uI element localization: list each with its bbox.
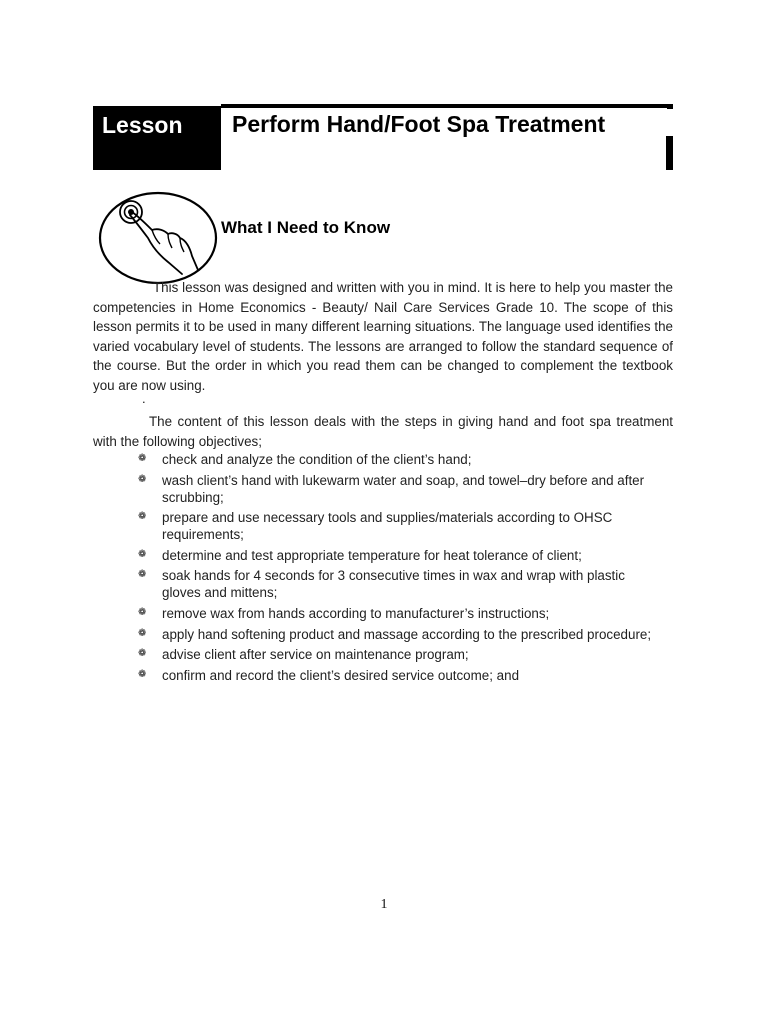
list-item-text: confirm and record the client’s desired service outcome; and [162,667,520,683]
list-item-text: check and analyze the condition of the client’s hand; [162,452,472,467]
page-title: Perform Hand/Foot Spa Treatment [232,111,606,137]
lesson-label: Lesson [102,112,183,138]
list-item-text: wash client’s hand with lukewarm water and soap, and towel–dry before and after scrubbing; [162,472,645,505]
flower-bullet-icon: ❁ [138,548,147,560]
list-item-text: determine and test appropriate temperature for heat tolerance of client; [162,547,582,563]
list-item [137,567,657,601]
list-item [137,547,657,564]
flower-bullet-icon: ❁ [138,648,147,660]
list-item [137,626,657,643]
list-item [137,646,657,663]
list-item-text: soak hands for 4 seconds for 3 consecutive times in wax and wrap with plastic gloves and mittens; [162,568,625,601]
content-paragraph [93,412,673,451]
intro-paragraph-text: This lesson was designed and written with you in mind. It is here to help you master the competencies in Home Economics - Beauty/ Nail Care Services Grade 10. The scope of this lesson permits it to be used in many different learning situations. The language used identifies the varied vocabulary level of students. The lessons are arranged to follow the standard sequence of the course. But the order in which you read them can be changed to complement the textbook you are now using. [93,280,673,393]
flower-bullet-icon: ❁ [138,473,147,485]
header-top-rule [221,104,671,108]
list-item-text: advise client after service on maintenance program; [162,647,469,663]
header-right-corner [667,104,673,109]
section-heading: What I Need to Know [221,218,391,237]
list-item [137,472,657,506]
objectives-list [137,451,657,687]
flower-bullet-icon: ❁ [138,453,147,464]
list-item-text: remove wax from hands according to manufacturer’s instructions; [162,605,550,621]
flower-bullet-icon: ❁ [138,511,147,523]
hand-pressing-button-icon [98,190,222,288]
flower-bullet-icon: ❁ [138,606,147,618]
intro-paragraph [93,278,673,396]
list-item [137,451,657,468]
header-right-bar [666,136,673,170]
list-item [137,605,657,622]
flower-bullet-icon: ❁ [138,569,147,581]
flower-bullet-icon: ❁ [138,627,147,639]
page-number: 1 [380,897,388,912]
lesson-label-box [93,106,221,170]
flower-bullet-icon: ❁ [138,668,147,680]
list-item-text: prepare and use necessary tools and supplies/materials according to OHSC requirements; [162,510,613,543]
stray-mark: . [142,391,146,406]
list-item [137,509,657,543]
list-item-text: apply hand softening product and massage according to the prescribed procedure; [162,626,652,642]
list-item [137,667,657,684]
content-paragraph-text: The content of this lesson deals with the steps in giving hand and foot spa treatment with the following objectives; [93,414,673,449]
